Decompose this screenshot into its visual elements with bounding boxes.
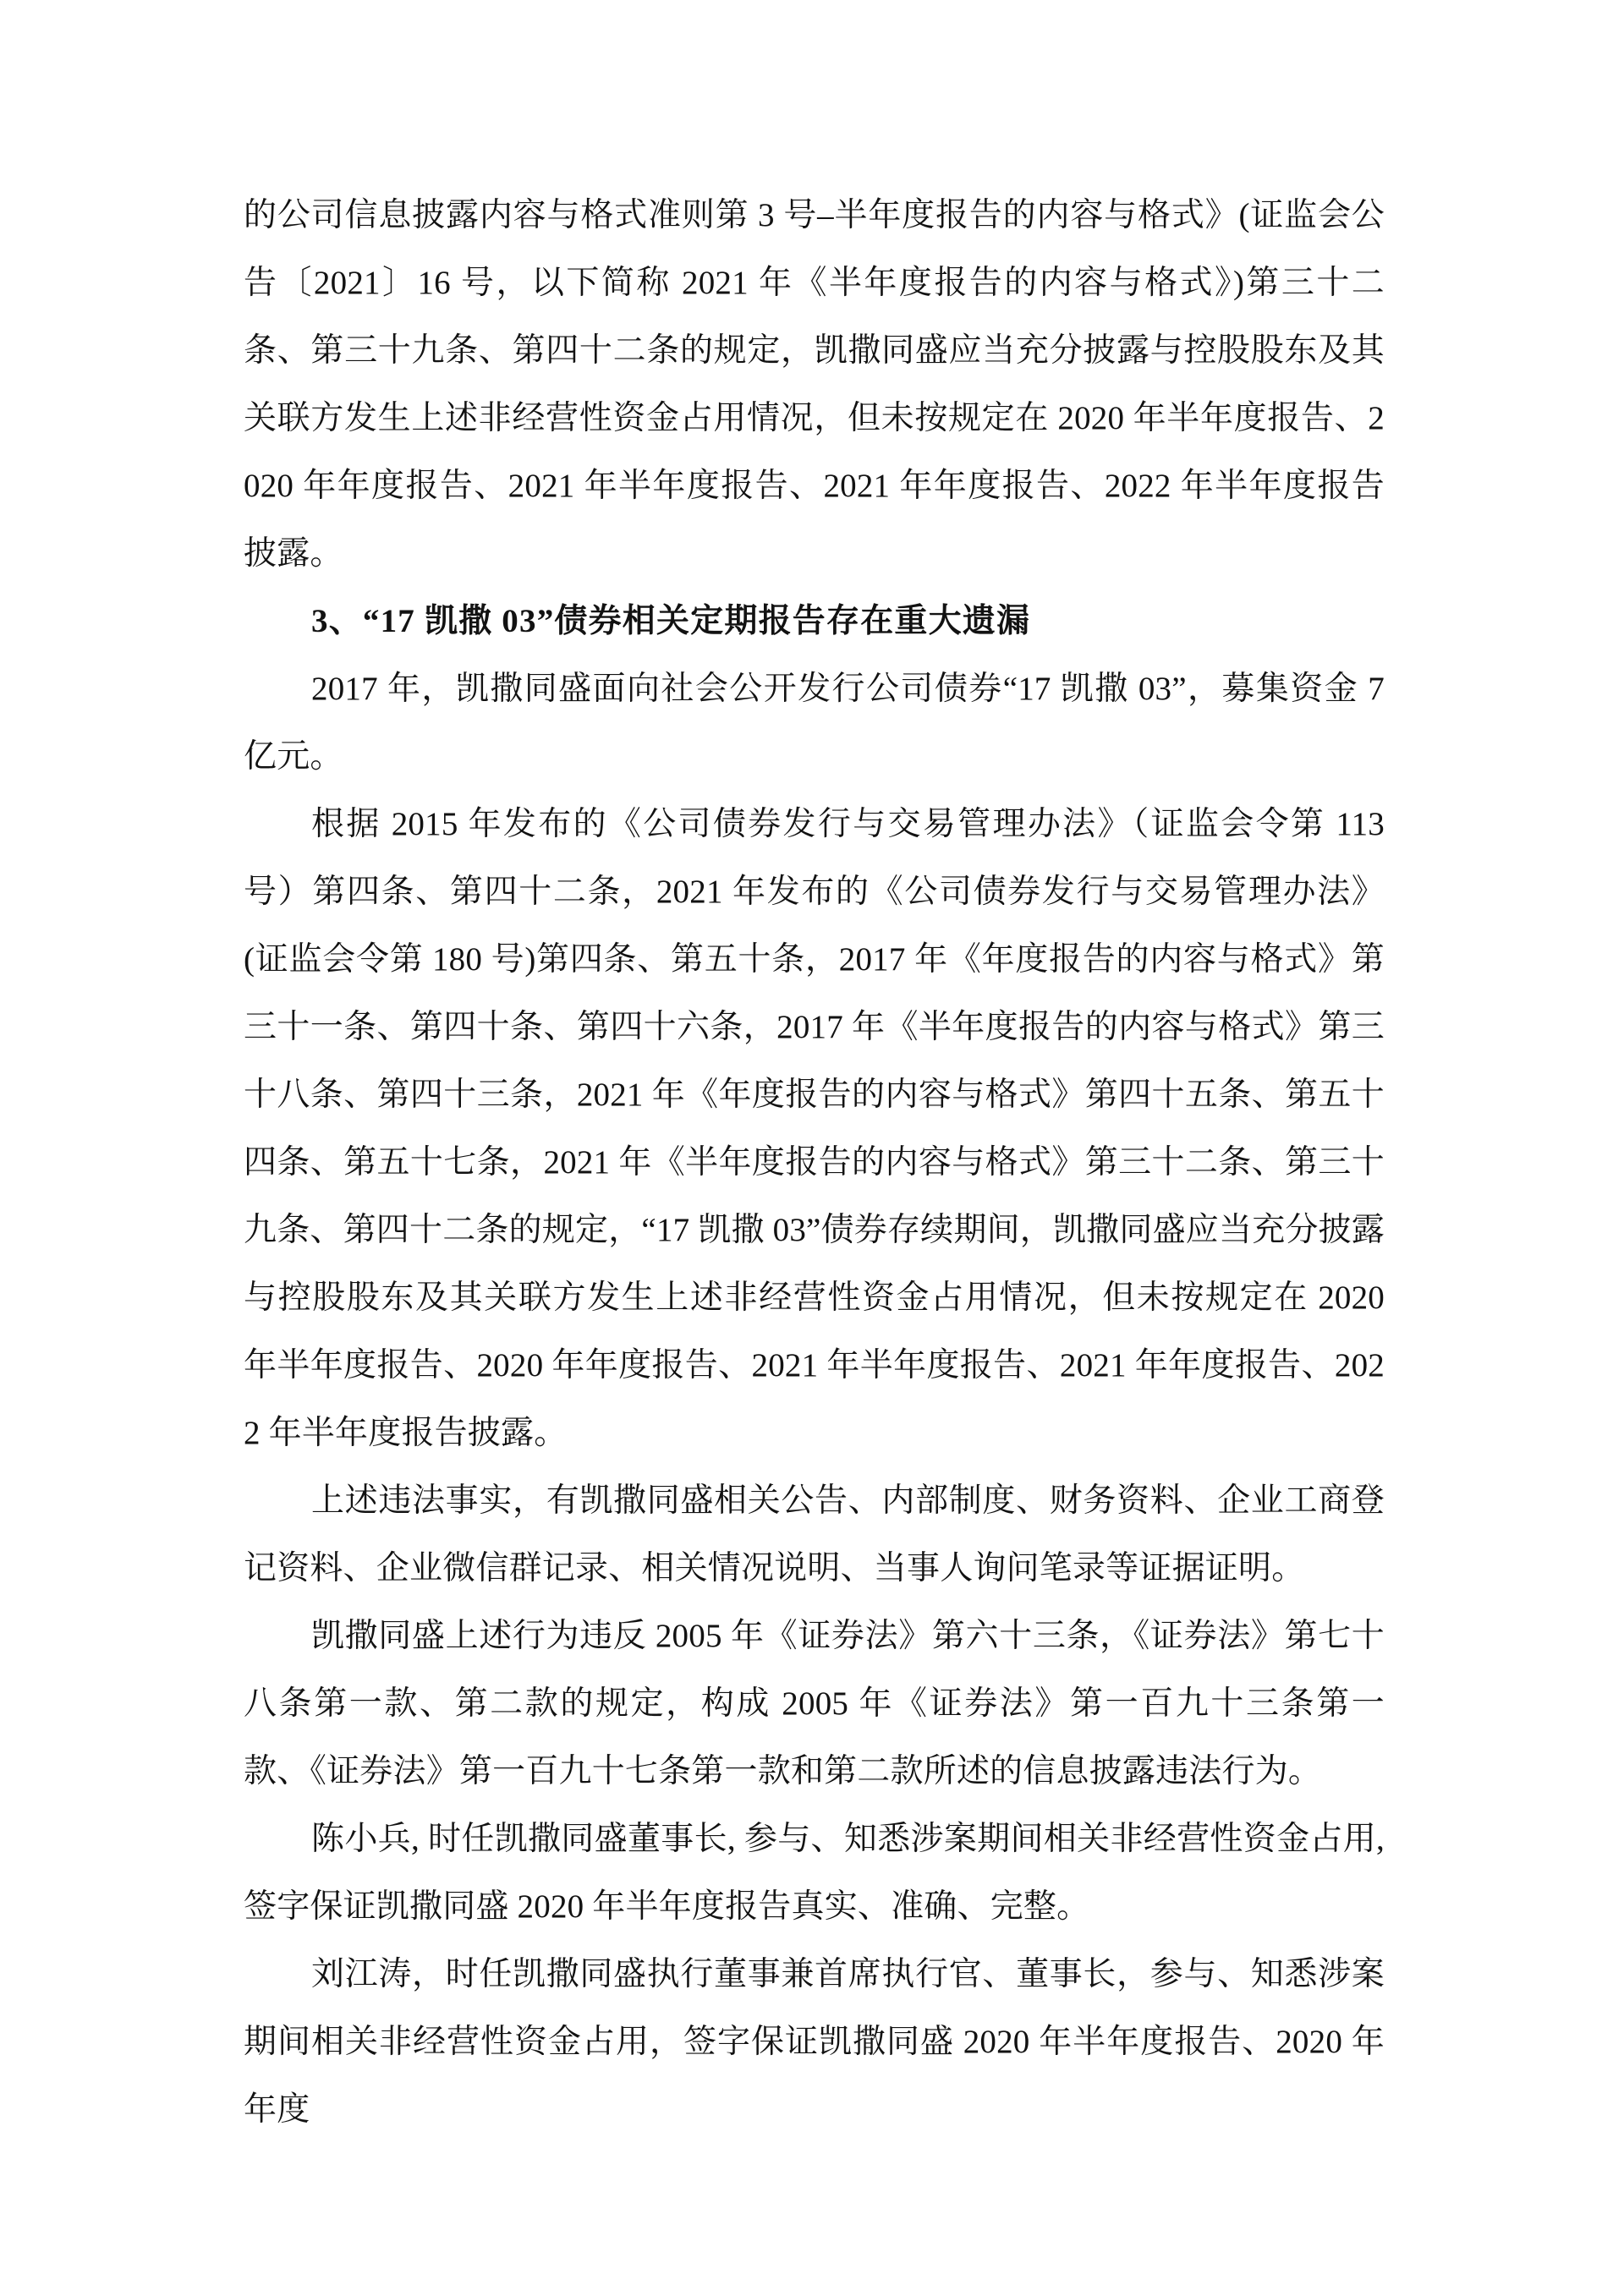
- document-text-column: [244, 182, 1385, 2144]
- heading-section-3-bond-report-omission: 3、“17 凯撒 03”债券相关定期报告存在重大遗漏: [311, 603, 1031, 639]
- paragraph-person-chen-xiaobing: 陈小兵, 时任凯撒同盛董事长, 参与、知悉涉案期间相关非经营性资金占用, 签字保证凯撒同盛 2020 年半年度报告真实、准确、完整。: [244, 1821, 1385, 1925]
- paragraph-continuation-disclosure-rules: 的公司信息披露内容与格式准则第 3 号–半年度报告的内容与格式》(证监会公告〔2021〕16 号，以下简称 2021 年《半年度报告的内容与格式》)第三十二条、第三十九条、第四十二条的规定，凯撒同盛应当充分披露与控股股东及其关联方发生上述非经营性资金占用情况，但未按规定在 2020 年半年度报告、2020 年年度报告、2021 年半年度报告、2021 年年度报告、2022 年半年度报告披露。: [244, 197, 1385, 572]
- paragraph-evidence-list: 上述违法事实，有凯撒同盛相关公告、内部制度、财务资料、企业工商登记资料、企业微信群记录、相关情况说明、当事人询问笔录等证据证明。: [244, 1482, 1385, 1586]
- paragraph-violation-conclusion: 凯撒同盛上述行为违反 2005 年《证券法》第六十三条，《证券法》第七十八条第一款、第二款的规定，构成 2005 年《证券法》第一百九十三条第一款、《证券法》第一百九十七条第一款和第二款所述的信息披露违法行为。: [244, 1618, 1385, 1789]
- paragraph-bond-issuance-2017: 2017 年，凯撒同盛面向社会公开发行公司债券“17 凯撒 03”，募集资金 7 亿元。: [244, 671, 1385, 775]
- paragraph-person-liu-jiangtao: 刘江涛，时任凯撒同盛执行董事兼首席执行官、董事长，参与、知悉涉案期间相关非经营性资金占用，签字保证凯撒同盛 2020 年半年度报告、2020 年年度: [244, 1956, 1385, 2128]
- paragraph-regulatory-basis: 根据 2015 年发布的《公司债券发行与交易管理办法》（证监会令第 113 号）第四条、第四十二条，2021 年发布的《公司债券发行与交易管理办法》(证监会令第 180 号)第四条、第五十条，2017 年《年度报告的内容与格式》第三十一条、第四十条、第四十六条，2017 年《半年度报告的内容与格式》第三十八条、第四十三条，2021 年《年度报告的内容与格式》第四十五条、第五十四条、第五十七条，2021 年《半年度报告的内容与格式》第三十二条、第三十九条、第四十二条的规定，“17 凯撒 03”债券存续期间，凯撒同盛应当充分披露与控股股东及其关联方发生上述非经营性资金占用情况，但未按规定在 2020 年半年度报告、2020 年年度报告、2021 年半年度报告、2021 年年度报告、2022 年半年度报告披露。: [244, 806, 1385, 1451]
